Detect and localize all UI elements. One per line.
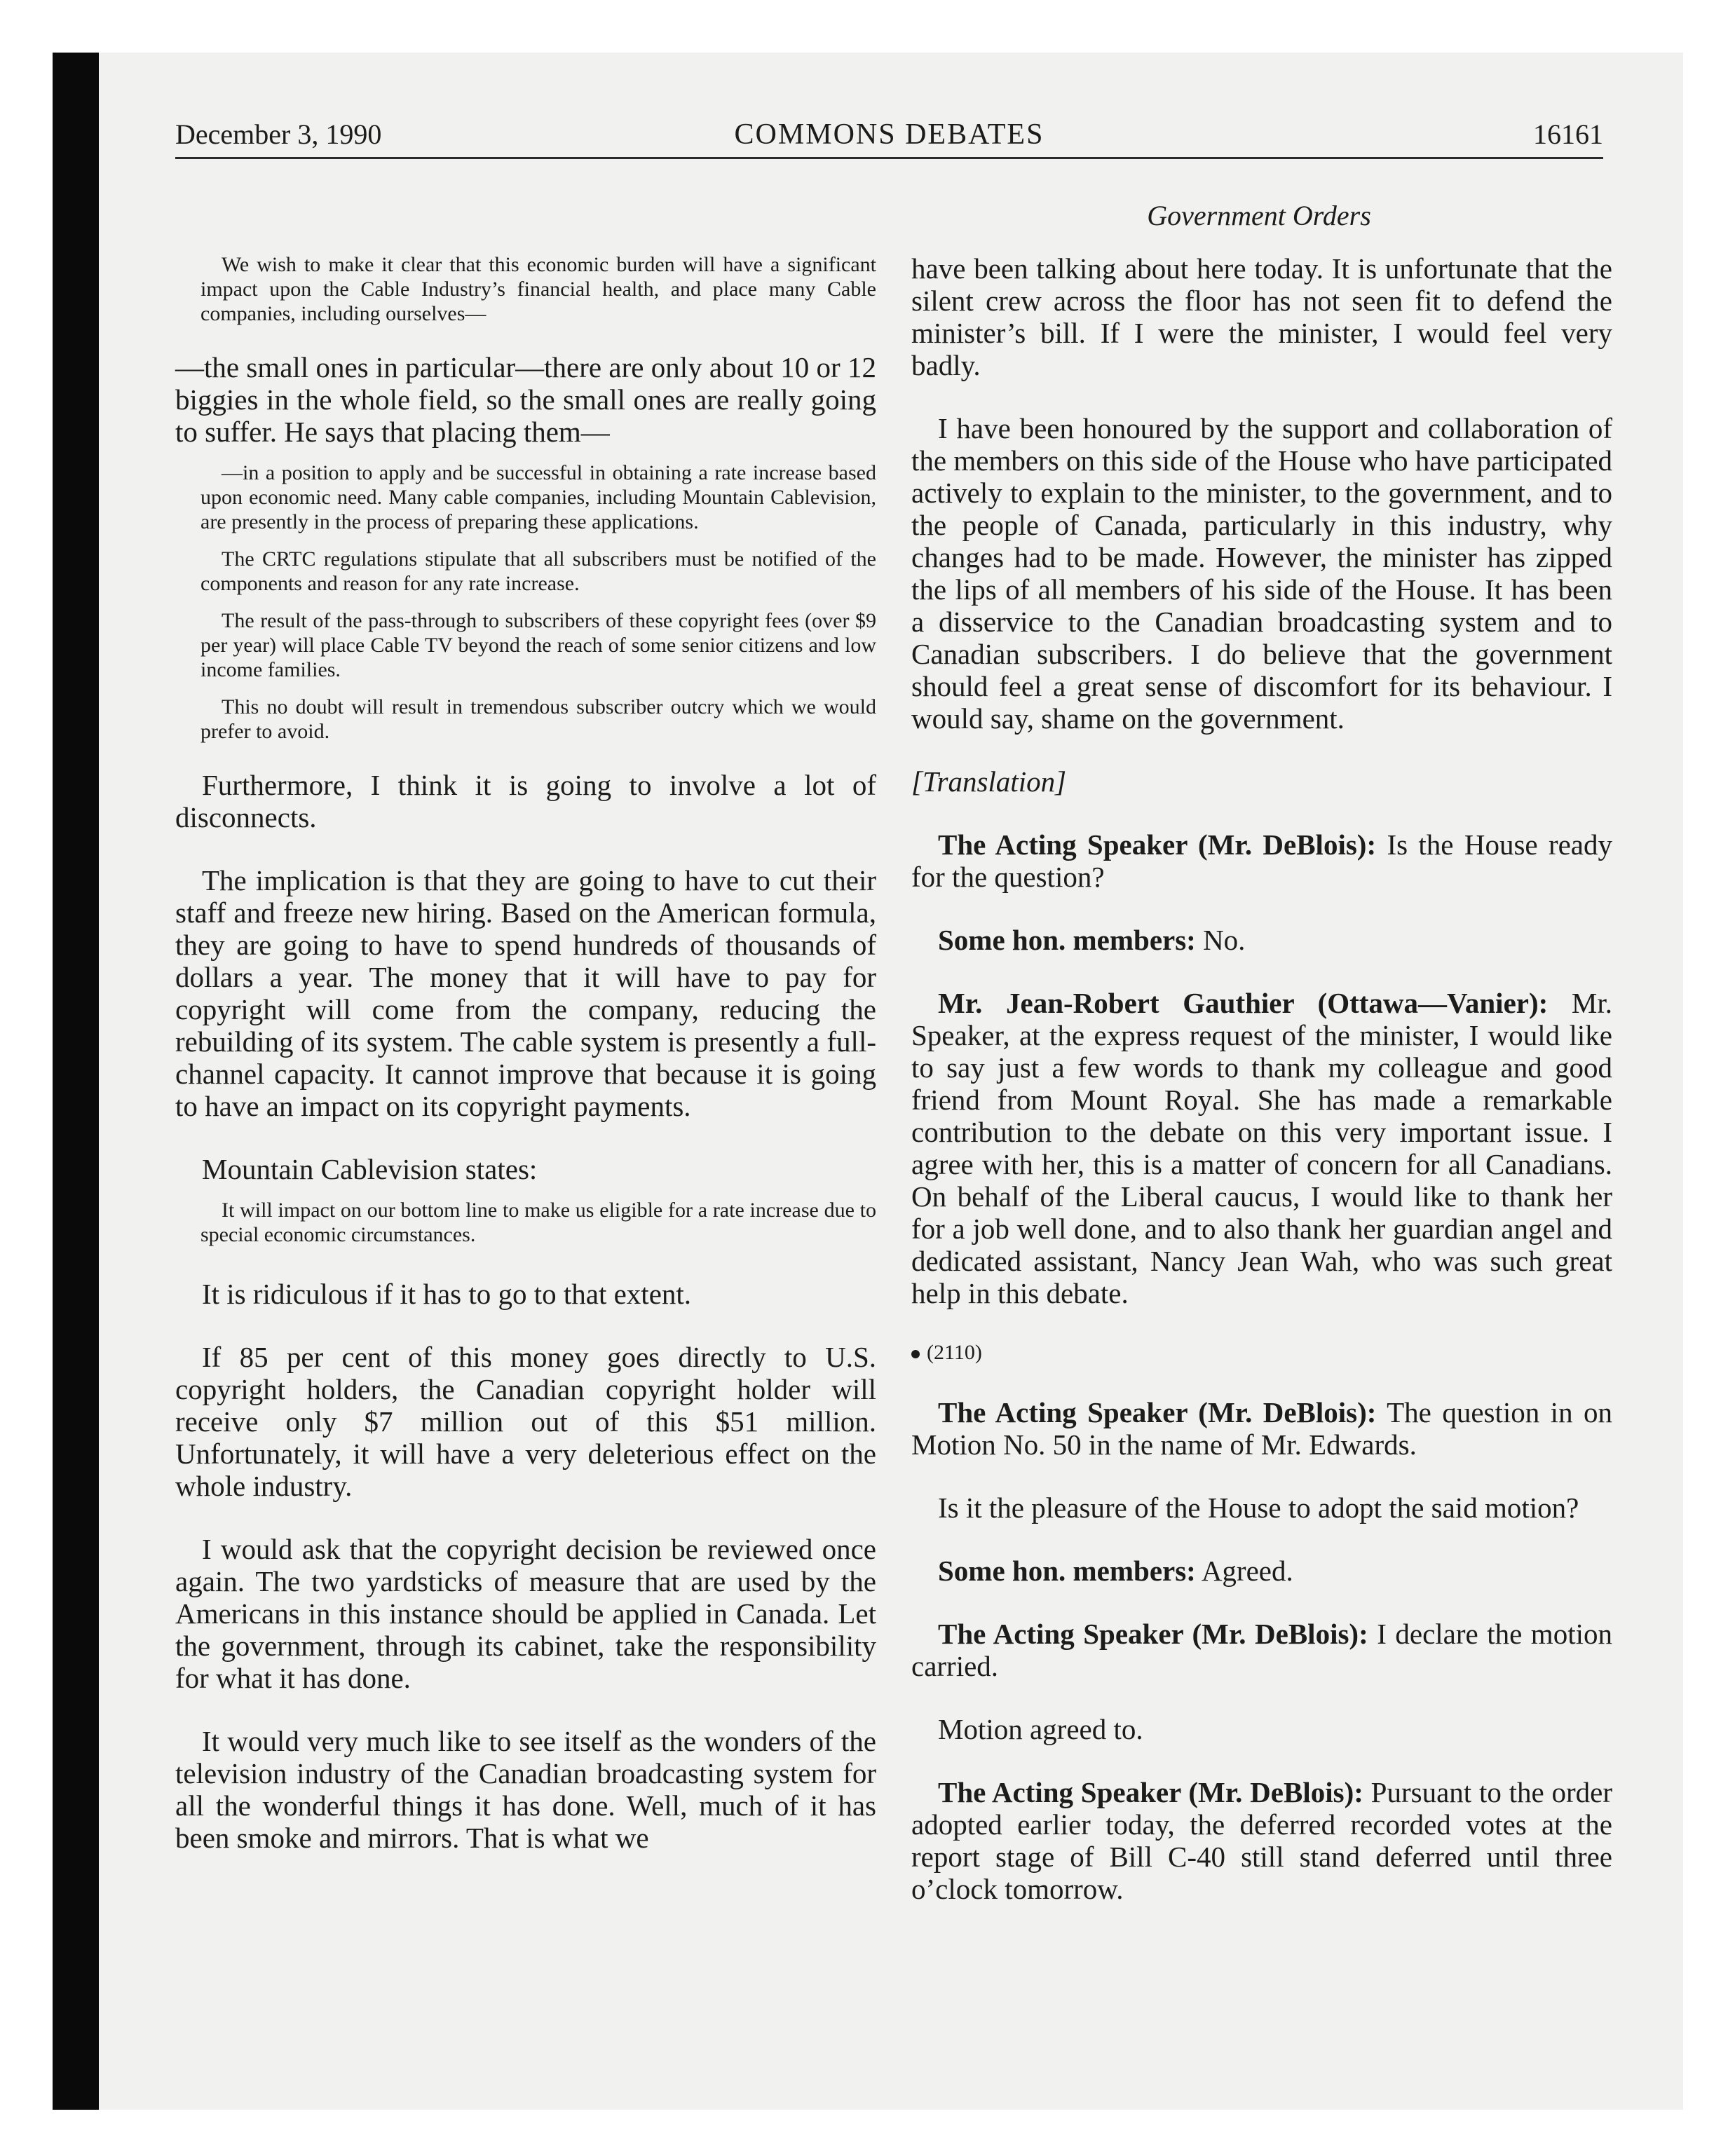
body-paragraph: I have been honoured by the support and collaboration of the members on this side of the House who have participated actively to explain to the minister, to the government, and to the people of Canada, particularly in this industry, why changes had to be made. However, the minister has zipped the lips of all members of his side of the House. It has been a disservice to the Canadian broadcasting system and to Canadian subscribers. I do believe that the government should feel a great sense of discomfort for its behaviour. I would say, shame on the government. xyxy=(911,412,1612,735)
header-date: December 3, 1990 xyxy=(175,118,382,150)
quoted-paragraph: It will impact on our bottom line to make us eligible for a rate increase due to special economic circumstances. xyxy=(200,1199,876,1246)
speech-text: The question in on Motion No. 50 in the name of Mr. Edwards. xyxy=(911,1396,1612,1461)
body-paragraph: If 85 per cent of this money goes directly to U.S. copyright holders, the Canadian copyright holder will receive only $7 million out of this $51 million. Unfortunately, it will have a very deleterious effect on the whole industry. xyxy=(175,1341,876,1502)
quoted-paragraph: We wish to make it clear that this economic burden will have a significant impact upon the Cable Industry’s financial health, and place many Cable companies, including ourselves— xyxy=(200,253,876,325)
body-paragraph: I would ask that the copyright decision be reviewed once again. The two yardsticks of measure that are used by the Americans in this instance should be applied in Canada. Let the government, through its cabinet, take the responsibility for what it has done. xyxy=(175,1533,876,1694)
body-paragraph: Furthermore, I think it is going to involve a lot of disconnects. xyxy=(175,769,876,833)
right-column xyxy=(911,252,1612,1905)
left-column xyxy=(175,252,876,1854)
speaker-name: The Acting Speaker (Mr. DeBlois): xyxy=(938,1776,1363,1808)
body-paragraph: It would very much like to see itself as the wonders of the television industry of the Canadian broadcasting system for all the wonderful things it has done. Well, much of it has been smoke and mirrors. That is what we xyxy=(175,1725,876,1854)
speech-text: Mr. Speaker, at the express request of the minister, I would like to say just a few words to thank my colleague and good friend from Mount Royal. She has made a remarkable contribution to the debate on this very important issue. I agree with her, this is a matter of concern for all Canadians. On behalf of the Liberal caucus, I would like to thank her for a job well done, and to also thank her guardian angel and dedicated assistant, Nancy Jean Wah, who was such great help in this debate. xyxy=(911,987,1612,1309)
speech-text: Is the House ready for the question? xyxy=(911,828,1612,893)
speech-paragraph xyxy=(911,987,1612,1309)
speech-text: Pursuant to the order adopted earlier today, the deferred recorded votes at the report stage of Bill C-40 still stand deferred until three o’clock tomorrow. xyxy=(911,1776,1612,1905)
speech-paragraph xyxy=(911,1555,1612,1587)
speech-paragraph xyxy=(911,1776,1612,1905)
translation-label: [Translation] xyxy=(911,765,1067,798)
speaker-name: The Acting Speaker (Mr. DeBlois): xyxy=(938,828,1377,861)
body-paragraph: The implication is that they are going to have to cut their staff and freeze new hiring. Based on the American formula, they are going to have to spend hundreds of thousands of dollars a year. The money that it will have to pay for copyright will come from the company, reducing the rebuilding of its system. The cable system is presently a full-channel capacity. It cannot improve that because it is going to have an impact on its copyright payments. xyxy=(175,864,876,1122)
body-paragraph: —the small ones in particular—there are only about 10 or 12 biggies in the whole field, so the small ones are really going to suffer. He says that placing them— xyxy=(175,351,876,448)
body-paragraph: Is it the pleasure of the House to adopt the said motion? xyxy=(938,1492,1579,1524)
speaker-name: Some hon. members: xyxy=(938,924,1196,956)
page-header xyxy=(175,114,1603,159)
speech-text: Agreed. xyxy=(1195,1555,1293,1587)
quoted-paragraph: The result of the pass-through to subscribers of these copyright fees (over $9 per year) will place Cable TV beyond the reach of some senior citizens and low income families. xyxy=(200,609,876,681)
translation-marker xyxy=(911,765,1612,798)
speech-text: No. xyxy=(1195,924,1246,956)
body-paragraph: Mountain Cablevision states: xyxy=(202,1153,538,1185)
body-paragraph: have been talking about here today. It is unfortunate that the silent crew across the floor has not seen fit to defend the minister’s bill. If I were the minister, I would feel very badly. xyxy=(911,252,1612,381)
quoted-paragraph: The CRTC regulations stipulate that all subscribers must be notified of the components and reason for any rate increase. xyxy=(200,547,876,595)
speaker-name: The Acting Speaker (Mr. DeBlois): xyxy=(938,1618,1368,1650)
header-page-number: 16161 xyxy=(1533,118,1603,150)
bullet-icon xyxy=(911,1350,920,1358)
scan-edge xyxy=(53,53,99,2110)
speaker-name: Some hon. members: xyxy=(938,1555,1196,1587)
body-paragraph: Motion agreed to. xyxy=(938,1713,1143,1745)
speech-paragraph xyxy=(911,1618,1612,1682)
speaker-name: Mr. Jean-Robert Gauthier (Ottawa—Vanier): xyxy=(938,987,1549,1019)
timestamp: (2110) xyxy=(927,1341,982,1364)
speech-paragraph xyxy=(911,1396,1612,1461)
body-paragraph: It is ridiculous if it has to go to that extent. xyxy=(202,1278,692,1310)
timestamp-line xyxy=(911,1340,1612,1365)
speech-paragraph xyxy=(911,828,1612,893)
quoted-paragraph: —in a position to apply and be successful in obtaining a rate increase based upon economic need. Many cable companies, including Mountain Cablevision, are presently in the process of preparing these applications. xyxy=(200,461,876,533)
speech-paragraph xyxy=(911,924,1612,956)
quoted-paragraph: This no doubt will result in tremendous subscriber outcry which we would prefer to avoid. xyxy=(200,695,876,743)
speech-text: I declare the motion carried. xyxy=(911,1618,1612,1682)
section-title: Government Orders xyxy=(1147,200,1371,231)
speaker-name: The Acting Speaker (Mr. DeBlois): xyxy=(938,1396,1377,1428)
header-title: COMMONS DEBATES xyxy=(734,118,1045,151)
